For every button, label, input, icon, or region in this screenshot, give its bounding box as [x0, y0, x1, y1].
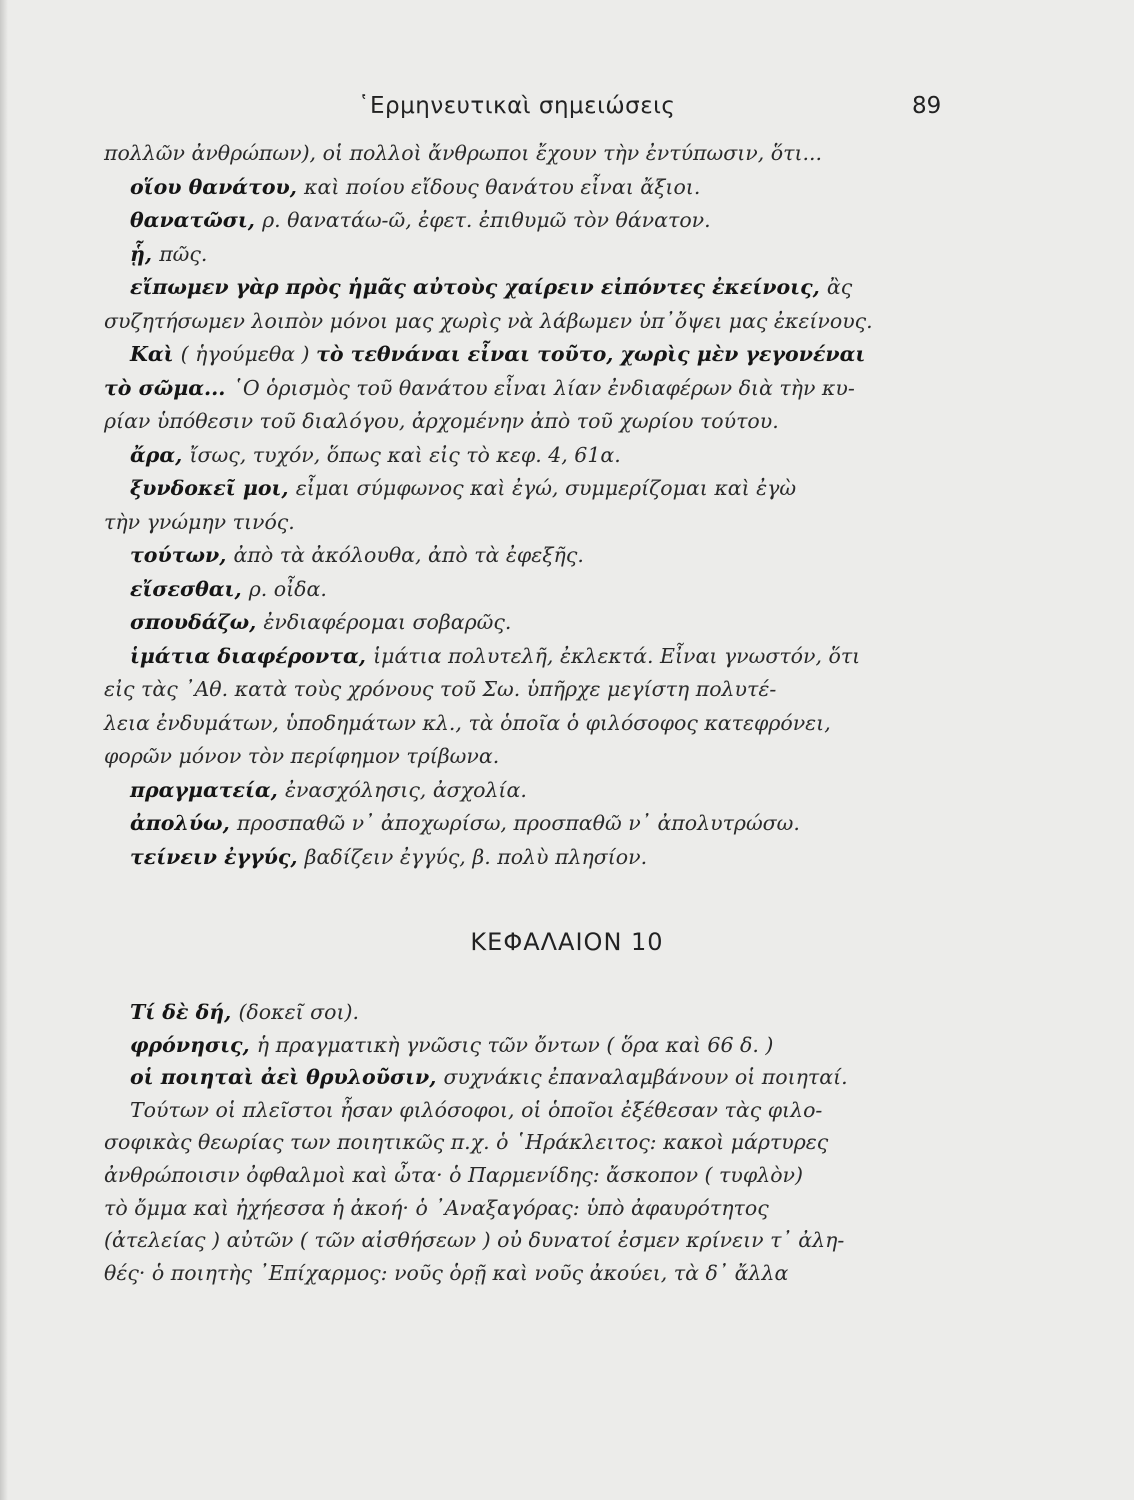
page-edge-shadow [0, 0, 8, 1500]
gloss-text: βαδίζειν ἐγγύς, β. πολὺ πλησίον. [304, 844, 648, 869]
text-line [104, 1125, 828, 1159]
gloss-text: τὸ ὄμμα καὶ ἠχήεσσα ἡ ἀκοή· ὁ ᾽Αναξαγόρας: ὑπὸ ἀφαυρότητος [104, 1195, 769, 1220]
gloss-text: σοφικὰς θεωρίας των ποιητικῶς π.χ. ὁ ῾Ηράκλειτος: κακοὶ μάρτυρες [104, 1130, 829, 1155]
gloss-text: καὶ ποίου εἴδους θανάτου εἶναι ἄξιοι. [304, 174, 701, 199]
gloss-text: ( ἡγούμεθα ) [180, 342, 317, 366]
gloss-text: ἐνδιαφέρομαι σοβαρῶς. [263, 610, 512, 634]
headword: οἵου θανάτου, [130, 174, 305, 199]
text-line [104, 404, 779, 438]
text-line [130, 840, 647, 874]
headword: τούτων, [130, 543, 234, 567]
text-line [130, 237, 207, 271]
text-line [104, 1158, 803, 1192]
gloss-text: εἰς τὰς ᾽Αθ. κατὰ τοὺς χρόνους τοῦ Σω. ὑπῆρχε μεγίστη πολυτέ- [104, 677, 777, 701]
page-number: 89 [912, 93, 942, 119]
gloss-text: ρ. οἶδα. [248, 576, 327, 601]
headword: τείνειν ἐγγύς, [130, 844, 305, 869]
text-line [104, 706, 831, 740]
text-line [104, 505, 295, 539]
text-line [130, 471, 796, 505]
gloss-text: ἡ πραγματικὴ γνῶσις τῶν ὄντων ( ὅρα καὶ 66 δ. ) [256, 1032, 774, 1057]
headword: εἴσεσθαι, [130, 576, 249, 601]
gloss-text: ρίαν ὑπόθεσιν τοῦ διαλόγου, ἀρχομένην ἀπὸ τοῦ χωρίου τούτου. [104, 409, 779, 433]
gloss-text: Τούτων οἱ πλεῖστοι ἦσαν φιλόσοφοι, οἱ ὁποῖοι ἐξέθεσαν τὰς φιλο- [130, 1097, 823, 1122]
text-line [130, 538, 584, 572]
gloss-text: λεια ἐνδυμάτων, ὑποδημάτων κλ., τὰ ὁποῖα ὁ φιλόσοφος κατεφρόνει, [104, 710, 831, 735]
text-line [104, 1223, 844, 1257]
headword: ἱμάτια διαφέροντα, [130, 643, 374, 668]
chapter-heading: ΚΕΦΑΛΑΙΟΝ 10 [470, 928, 664, 956]
text-line [130, 572, 327, 606]
text-line [130, 639, 860, 673]
text-line [104, 136, 822, 170]
text-line [130, 270, 852, 304]
text-line [130, 806, 800, 840]
headword: ξυνδοκεῖ μοι, [130, 476, 296, 500]
headword: πραγματεία, [130, 777, 285, 802]
headword: Τί δὲ δή, [130, 1000, 239, 1024]
text-line [130, 1093, 822, 1127]
running-head [0, 93, 1134, 129]
text-line [130, 337, 865, 371]
gloss-text: συχνάκις ἐπαναλαμβάνουν οἱ ποιηταί. [443, 1065, 848, 1090]
text-line [104, 1191, 769, 1225]
gloss-text: τὴν γνώμην τινός. [104, 509, 295, 534]
text-line [104, 371, 855, 405]
text-line [130, 203, 711, 237]
headword: τὸ τεθνάναι εἶναι τοῦτο, χωρὶς μὲν γεγονέναι [316, 342, 866, 366]
gloss-text: ἐνασχόλησις, ἀσχολία. [284, 777, 527, 802]
gloss-text: ἴσως, τυχόν, ὅπως καὶ εἰς τὸ κεφ. 4, 61α. [189, 442, 621, 467]
headword: τὸ σῶμα... [104, 375, 233, 400]
gloss-text: θές· ὁ ποιητὴς ᾽Επίχαρμος: νοῦς ὁρῇ καὶ νοῦς ἀκούει, τὰ δ᾽ ἄλλα [104, 1260, 789, 1285]
headword: σπουδάζω, [130, 610, 264, 634]
headword: οἱ ποιηταὶ ἀεὶ θρυλοῦσιν, [130, 1065, 444, 1090]
gloss-text: ἀπὸ τὰ ἀκόλουθα, ἀπὸ τὰ ἐφεξῆς. [233, 543, 584, 567]
gloss-text: ἱμάτια πολυτελῆ, ἐκλεκτά. Εἶναι γνωστόν, ὅτι [373, 643, 861, 668]
text-line [130, 1060, 848, 1094]
gloss-text: πῶς. [159, 241, 208, 266]
gloss-text: φορῶν μόνον τὸν περίφημον τρίβωνα. [104, 744, 500, 768]
gloss-text: ἂς [826, 275, 853, 299]
gloss-text: ἀνθρώποισιν ὀφθαλμοὶ καὶ ὦτα· ὁ Παρμενίδης: ἄσκοπον ( τυφλὸν) [104, 1163, 804, 1187]
text-line [130, 170, 700, 204]
text-line [130, 438, 621, 472]
headword: θανατῶσι, [130, 208, 263, 232]
headword: ᾗ, [130, 241, 160, 266]
headword: ἀπολύω, [130, 811, 237, 835]
headword: φρόνησις, [130, 1032, 257, 1057]
text-line [130, 1028, 773, 1062]
text-line [130, 773, 527, 807]
text-line [130, 995, 359, 1029]
gloss-text: συζητήσωμεν λοιπὸν μόνοι μας χωρὶς νὰ λάβωμεν ὑπ᾽ὄψει μας ἐκείνους. [104, 308, 873, 333]
gloss-text: πολλῶν ἀνθρώπων), οἱ πολλοὶ ἄνθρωποι ἔχουν τὴν ἐντύπωσιν, ὅτι... [104, 141, 823, 165]
gloss-text: ῾Ο ὁρισμὸς τοῦ θανάτου εἶναι λίαν ἐνδιαφέρων διὰ τὴν κυ- [232, 375, 855, 400]
headword: εἴπωμεν γὰρ πρὸς ἡμᾶς αὐτοὺς χαίρειν εἰπόντες ἐκείνοις, [130, 275, 827, 299]
text-line [104, 739, 499, 773]
headword: ἄρα, [130, 442, 190, 467]
gloss-text: (δοκεῖ σοι). [238, 1000, 360, 1024]
gloss-text: (ἀτελείας ) αὐτῶν ( τῶν αἰσθήσεων ) οὐ δυνατοί ἐσμεν κρίνειν τ᾽ ἀλη- [104, 1228, 845, 1253]
text-line [104, 304, 873, 338]
text-line [104, 1256, 788, 1290]
gloss-text: εἶμαι σύμφωνος καὶ ἐγώ, συμμερίζομαι καὶ ἐγὼ [295, 476, 797, 500]
gloss-text: προσπαθῶ ν᾽ ἀποχωρίσω, προσπαθῶ ν᾽ ἀπολυτρώσω. [236, 811, 800, 835]
text-line [130, 605, 511, 639]
running-head-title: ῾Ερμηνευτικαὶ σημειώσεις [358, 93, 676, 119]
gloss-text: ρ. θανατάω-ῶ, ἐφετ. ἐπιθυμῶ τὸν θάνατον. [262, 208, 711, 232]
text-line [104, 672, 776, 706]
headword: Καὶ [130, 342, 181, 366]
